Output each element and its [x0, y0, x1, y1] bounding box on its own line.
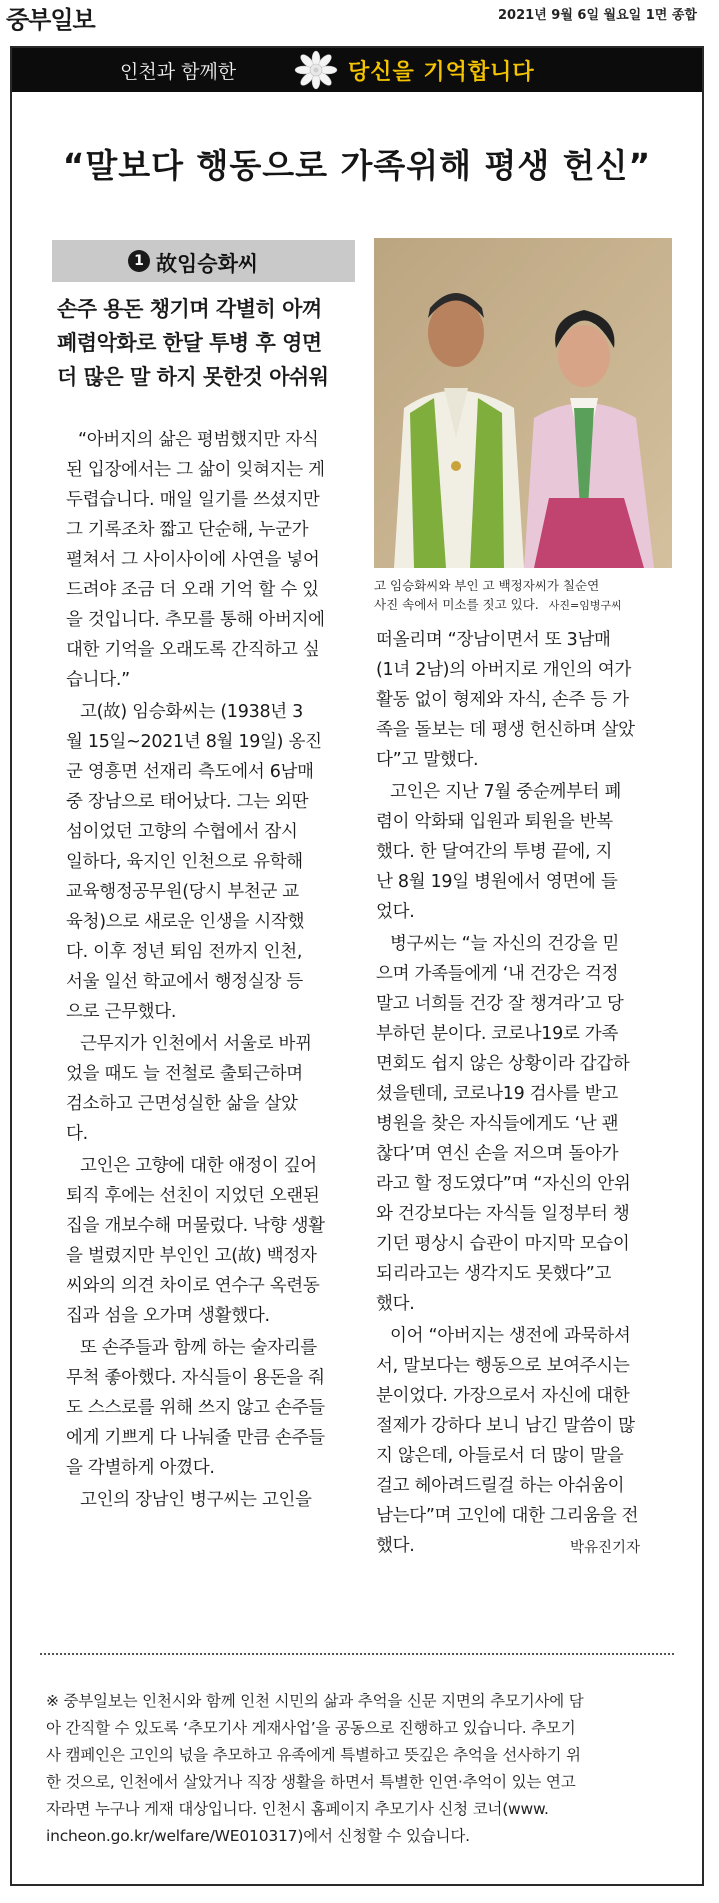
- body-line: 했다.: [376, 1536, 415, 1556]
- campaign-banner: [12, 48, 702, 92]
- body-line: 퇴직 후에는 선친이 지었던 오랜된: [66, 1186, 320, 1206]
- body-line: 셨을텐데, 코로나19 검사를 받고: [376, 1084, 618, 1104]
- body-line: 에게 기쁘게 다 나눠줄 만큼 손주들: [66, 1428, 325, 1448]
- notice-line: incheon.go.kr/welfare/WE010317)에서 신청할 수 있습니다.: [46, 1827, 470, 1845]
- masthead: [0, 0, 719, 32]
- body-line: 무척 좋아했다. 자식들이 용돈을 줘: [66, 1368, 325, 1388]
- date-line: 2021년 9월 6일 월요일 1면 종합: [498, 8, 697, 23]
- body-line: 족을 돌보는 데 평생 헌신하며 살았: [376, 720, 635, 740]
- body-line: 섬이었던 고향의 수협에서 잠시: [66, 822, 298, 842]
- body-line: 씨와의 의견 차이로 연수구 옥련동: [66, 1276, 320, 1296]
- body-line: 다”고 말했다.: [376, 750, 479, 770]
- body-line: 활동 없이 형제와 자식, 손주 등 가: [376, 690, 629, 710]
- body-line: 두렵습니다. 매일 일기를 쓰셨지만: [66, 490, 320, 510]
- notice-line: 사 캠페인은 고인의 넋을 추모하고 유족에게 특별하고 뜻깊은 추억을 선사하기 위: [46, 1746, 581, 1764]
- body-line: 으며 가족들에게 ‘내 건강은 걱정: [376, 964, 619, 984]
- notice-line: 자라면 누구나 게재 대상입니다. 인천시 홈페이지 추모기사 신청 코너(www.: [46, 1800, 549, 1818]
- body-line: 또 손주들과 함께 하는 술자리를: [80, 1338, 317, 1358]
- body-line: 서울 일선 학교에서 행정실장 등: [66, 972, 303, 992]
- body-line: 떠올리며 “장남이면서 또 3남매: [376, 630, 611, 650]
- caption-text: 사진 속에서 미소를 짓고 있다.: [374, 597, 539, 612]
- body-line: 분이었다. 가장으로서 자신에 대한: [376, 1386, 630, 1406]
- photo-caption-line1: 고 임승화씨와 부인 고 백정자씨가 칠순연: [374, 578, 600, 593]
- subhead-line: 손주 용돈 챙기며 각별히 아껴: [57, 297, 322, 321]
- body-line: 군 영흥면 선재리 측도에서 6남매: [66, 762, 314, 782]
- body-line: 다.: [66, 1124, 88, 1144]
- couple-photo: [374, 238, 672, 568]
- body-line: 말고 너희들 건강 잘 챙겨라’고 당: [376, 994, 624, 1014]
- body-line: 지 않은데, 아들로서 더 많이 말을: [376, 1446, 624, 1466]
- body-line: 고(故) 임승화씨는 (1938년 3: [80, 702, 303, 722]
- subject-number: 1: [128, 250, 150, 272]
- body-line: 중 장남으로 태어났다. 그는 외딴: [66, 792, 309, 812]
- body-line: 이어 “아버지는 생전에 과묵하셔: [390, 1326, 631, 1346]
- body-line: 절제가 강하다 보니 남긴 말씀이 많: [376, 1416, 635, 1436]
- divider: [40, 1653, 674, 1655]
- body-line: 찮다’며 연신 손을 저으며 돌아가: [376, 1144, 619, 1164]
- body-line: 렴이 악화돼 입원과 퇴원을 반복: [376, 812, 613, 832]
- subhead-line: 폐렴악화로 한달 투병 후 영면: [57, 331, 322, 355]
- subject-name: 故임승화씨: [156, 252, 259, 276]
- subject-namebox: [52, 240, 355, 282]
- body-line: 을 것입니다. 추모를 통해 아버지에: [66, 610, 325, 630]
- body-line: 난 8월 19일 병원에서 영면에 들: [376, 872, 618, 892]
- body-line: 교육행정공무원(당시 부천군 교: [66, 882, 299, 902]
- body-line: 했다.: [376, 1294, 415, 1314]
- body-line: 육청)으로 새로운 인생을 시작했: [66, 912, 305, 932]
- body-line: 그 기록조차 짧고 단순해, 누군가: [66, 520, 309, 540]
- body-line: 도 스스로를 위해 쓰지 않고 손주들: [66, 1398, 325, 1418]
- body-line: (1녀 2남)의 아버지로 개인의 여가: [376, 660, 632, 680]
- body-line: 었다.: [376, 902, 415, 922]
- notice-line: ※ 중부일보는 인천시와 함께 인천 시민의 삶과 추억을 신문 지면의 추모기사에 담: [46, 1692, 584, 1710]
- body-line: 으로 근무했다.: [66, 1002, 177, 1022]
- notice-line: 한 것으로, 인천에서 살았거나 직장 생활을 하면서 특별한 인연·추억이 있는 연고: [46, 1773, 576, 1791]
- body-line: 고인은 지난 7월 중순께부터 폐: [390, 782, 622, 802]
- body-line: “아버지의 삶은 평범했지만 자식: [78, 430, 319, 450]
- body-line: 남는다”며 고인에 대한 그리움을 전: [376, 1506, 639, 1526]
- body-line: 기던 평상시 습관이 마지막 모습이: [376, 1234, 630, 1254]
- body-line: 병원을 찾은 자식들에게도 ‘난 괜: [376, 1114, 619, 1134]
- body-line: 집을 개보수해 머물렀다. 낙향 생활: [66, 1216, 325, 1236]
- body-line: 을 각별하게 아꼈다.: [66, 1458, 215, 1478]
- body-line: 집과 섬을 오가며 생활했다.: [66, 1306, 270, 1326]
- body-line: 고인은 고향에 대한 애정이 깊어: [80, 1156, 317, 1176]
- byline: 박유진기자: [570, 1540, 641, 1556]
- body-line: 대한 기억을 오래도록 간직하고 싶: [66, 640, 320, 660]
- body-line: 걸고 헤아려드릴걸 하는 아쉬움이: [376, 1476, 625, 1496]
- notice-line: 아 간직할 수 있도록 ‘추모기사 게재사업’을 공동으로 진행하고 있습니다. 추모기: [46, 1719, 576, 1737]
- body-line: 서, 말보다는 행동으로 보여주시는: [376, 1356, 630, 1376]
- body-line: 펼쳐서 그 사이사이에 사연을 넣어: [66, 550, 320, 570]
- headline: “말보다 행동으로 가족위해 평생 헌신”: [62, 146, 652, 185]
- article-frame: [10, 46, 704, 1886]
- body-line: 병구씨는 “늘 자신의 건강을 믿: [390, 934, 620, 954]
- body-line: 라고 할 정도였다”며 “자신의 안위: [376, 1174, 631, 1194]
- body-line: 했다. 한 달여간의 투병 끝에, 지: [376, 842, 613, 862]
- body-line: 된 입장에서는 그 삶이 잊혀지는 게: [66, 460, 325, 480]
- photo-credit: 사진=임병구씨: [548, 599, 622, 612]
- body-line: 와 건강보다는 자식들 일정부터 챙: [376, 1204, 630, 1224]
- body-line: 부하던 분이다. 코로나19로 가족: [376, 1024, 618, 1044]
- body-line: 드려야 조금 더 오래 기억 할 수 있: [66, 580, 319, 600]
- body-line: 검소하고 근면성실한 삶을 살았: [66, 1094, 298, 1114]
- body-line: 면회도 쉽지 않은 상황이라 갑갑하: [376, 1054, 630, 1074]
- body-line: 습니다.”: [66, 670, 130, 690]
- banner-right-text: 당신을 기억합니다: [348, 60, 535, 85]
- body-line: 을 벌렸지만 부인인 고(故) 백정자: [66, 1246, 317, 1266]
- body-line: 되리라고는 생각지도 못했다”고: [376, 1264, 612, 1284]
- body-line: 월 15일~2021년 8월 19일) 옹진: [66, 732, 322, 752]
- chrysanthemum-icon: [294, 50, 338, 90]
- body-line: 다. 이후 정년 퇴임 전까지 인천,: [66, 942, 303, 962]
- banner-left-text: 인천과 함께한: [120, 61, 237, 83]
- body-line: 근무지가 인천에서 서울로 바뀌: [80, 1034, 312, 1054]
- photo-caption-line2: [374, 595, 674, 615]
- subhead-line: 더 많은 말 하지 못한것 아쉬워: [57, 365, 329, 389]
- body-line: 고인의 장남인 병구씨는 고인을: [80, 1490, 312, 1510]
- body-line: 일하다, 육지인 인천으로 유학해: [66, 852, 303, 872]
- body-line: 었을 때도 늘 전철로 출퇴근하며: [66, 1064, 303, 1084]
- newspaper-name: 중부일보: [6, 6, 95, 34]
